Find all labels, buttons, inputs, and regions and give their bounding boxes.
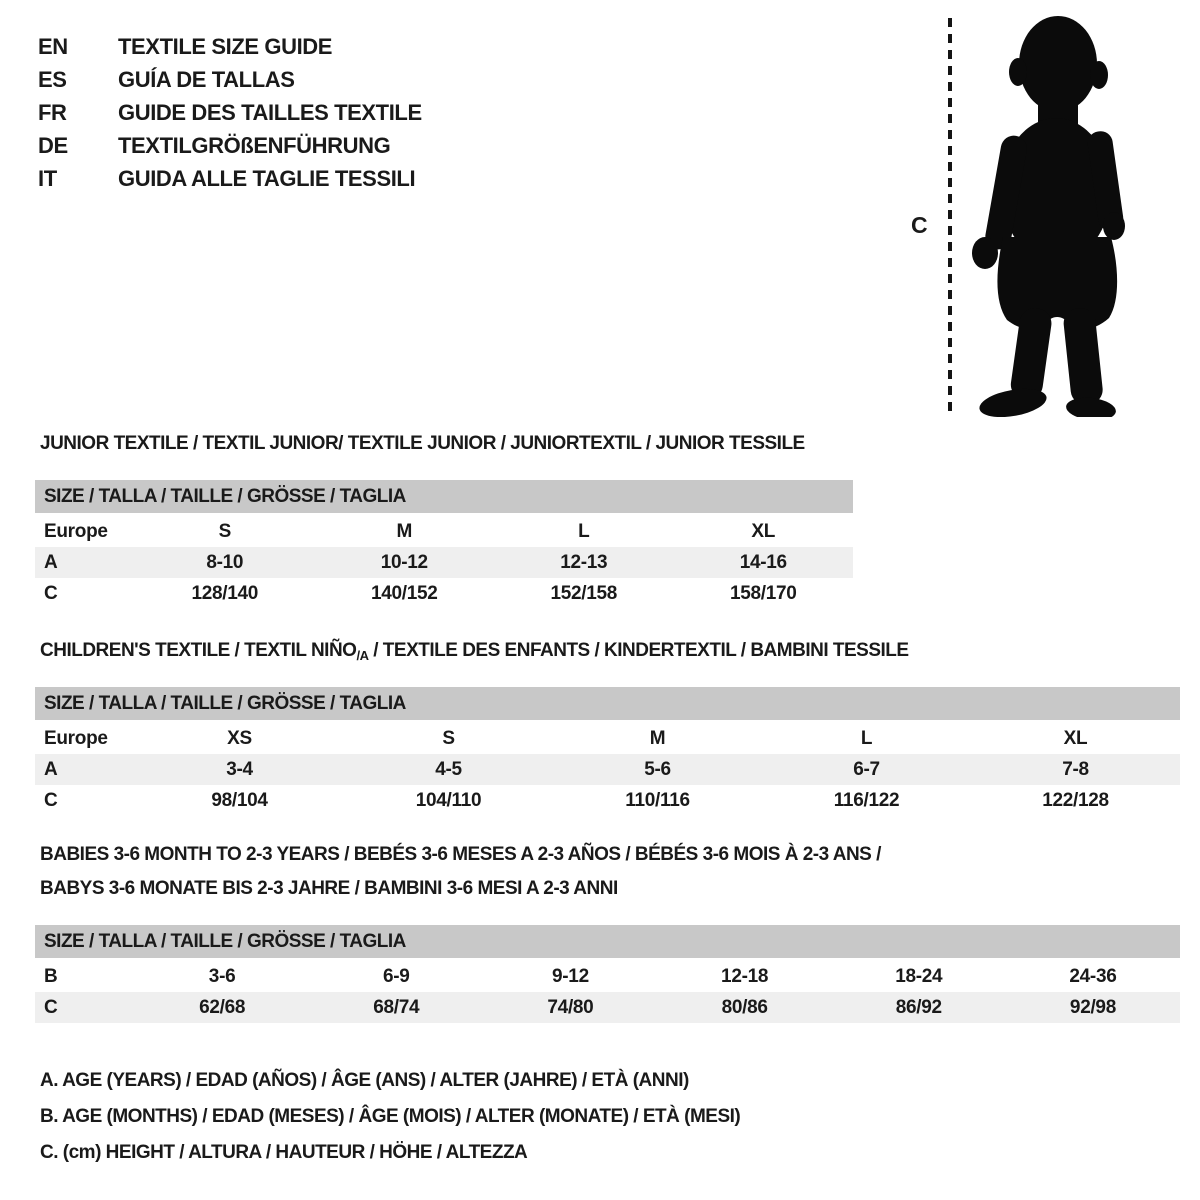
table-row-height xyxy=(35,992,1180,1023)
age-cell: 3-4 xyxy=(226,758,253,780)
babies-size-table xyxy=(35,925,1180,1023)
age-cell: 7-8 xyxy=(1062,758,1089,780)
junior-section-title: JUNIOR TEXTILE / TEXTIL JUNIOR/ TEXTILE JUNIOR / JUNIORTEXTIL / JUNIOR TESSILE xyxy=(40,433,805,454)
table-row-age xyxy=(35,547,853,578)
height-cell: 116/122 xyxy=(833,789,900,811)
row-label: Europe xyxy=(44,520,108,542)
height-cell: 122/128 xyxy=(1042,789,1109,811)
legend-line-b: B. AGE (MONTHS) / EDAD (MESES) / ÂGE (MOIS) / ALTER (MONATE) / ETÀ (MESI) xyxy=(40,1106,741,1127)
size-cell: S xyxy=(442,727,455,749)
months-cell: 18-24 xyxy=(895,965,943,987)
row-label: Europe xyxy=(44,727,108,749)
height-measure-label: C xyxy=(911,212,928,238)
children-title-sub: /A xyxy=(356,648,369,663)
height-cell: 74/80 xyxy=(547,996,594,1018)
row-label: C xyxy=(44,996,58,1018)
height-cell: 110/116 xyxy=(625,789,690,811)
table-row-europe xyxy=(35,516,853,547)
height-cell: 80/86 xyxy=(721,996,768,1018)
age-cell: 14-16 xyxy=(739,551,787,573)
table-row-europe xyxy=(35,723,1180,754)
table-row-height xyxy=(35,578,853,609)
height-cell: 86/92 xyxy=(895,996,942,1018)
age-cell: 10-12 xyxy=(380,551,428,573)
page-title-it: GUIDA ALLE TAGLIE TESSILI xyxy=(118,165,416,191)
height-cell: 92/98 xyxy=(1069,996,1116,1018)
language-code: ES xyxy=(38,66,67,92)
size-cell: XL xyxy=(1063,727,1088,749)
age-cell: 12-13 xyxy=(560,551,608,573)
height-cell: 62/68 xyxy=(199,996,246,1018)
size-cell: L xyxy=(578,520,590,542)
page-title-de: TEXTILGRÖßENFÜHRUNG xyxy=(118,132,391,158)
months-cell: 9-12 xyxy=(552,965,589,987)
size-cell: M xyxy=(649,727,666,749)
language-row xyxy=(38,129,422,162)
age-cell: 6-7 xyxy=(853,758,880,780)
page-title-es: GUÍA DE TALLAS xyxy=(118,66,295,92)
size-header-bar: SIZE / TALLA / TAILLE / GRÖSSE / TAGLIA xyxy=(35,480,853,513)
size-cell: M xyxy=(396,520,413,542)
language-row xyxy=(38,30,422,63)
language-title-list xyxy=(38,30,422,195)
babies-section-title-line1: BABIES 3-6 MONTH TO 2-3 YEARS / BEBÉS 3-6 MESES A 2-3 AÑOS / BÉBÉS 3-6 MOIS À 2-3 ANS / xyxy=(40,844,881,865)
children-section-title xyxy=(40,640,909,663)
age-cell: 4-5 xyxy=(435,758,462,780)
months-cell: 24-36 xyxy=(1069,965,1117,987)
junior-size-table xyxy=(35,480,853,609)
size-cell: L xyxy=(860,727,873,749)
babies-section-title-line2: BABYS 3-6 MONATE BIS 2-3 JAHRE / BAMBINI 3-6 MESI A 2-3 ANNI xyxy=(40,878,618,899)
legend-line-c: C. (cm) HEIGHT / ALTURA / HAUTEUR / HÖHE / ALTEZZA xyxy=(40,1142,528,1163)
table-row-months xyxy=(35,961,1180,992)
language-row xyxy=(38,162,422,195)
row-label: C xyxy=(44,789,58,811)
language-code: EN xyxy=(38,33,68,59)
row-label: B xyxy=(44,965,58,987)
language-row xyxy=(38,96,422,129)
height-measure-line xyxy=(946,18,954,416)
months-cell: 6-9 xyxy=(382,965,410,987)
table-row-age xyxy=(35,754,1180,785)
height-cell: 104/110 xyxy=(415,789,482,811)
age-cell: 5-6 xyxy=(644,758,671,780)
months-cell: 3-6 xyxy=(208,965,236,987)
size-cell: S xyxy=(218,520,231,542)
size-cell: XL xyxy=(751,520,776,542)
size-cell: XS xyxy=(227,727,252,749)
row-label: A xyxy=(44,758,58,780)
size-header-bar: SIZE / TALLA / TAILLE / GRÖSSE / TAGLIA xyxy=(35,925,1180,958)
baby-silhouette-icon xyxy=(963,15,1133,417)
height-cell: 98/104 xyxy=(211,789,268,811)
language-row xyxy=(38,63,422,96)
height-cell: 152/158 xyxy=(550,582,618,604)
row-label: C xyxy=(44,582,58,604)
page-title-fr: GUIDE DES TAILLES TEXTILE xyxy=(118,99,422,125)
language-code: DE xyxy=(38,132,68,158)
children-title-rest: / TEXTILE DES ENFANTS / KINDERTEXTIL / BAMBINI TESSILE xyxy=(368,640,909,661)
size-header-bar: SIZE / TALLA / TAILLE / GRÖSSE / TAGLIA xyxy=(35,687,1180,720)
table-row-height xyxy=(35,785,1180,816)
legend-line-a: A. AGE (YEARS) / EDAD (AÑOS) / ÂGE (ANS) / ALTER (JAHRE) / ETÀ (ANNI) xyxy=(40,1070,689,1091)
language-code: FR xyxy=(38,99,67,125)
height-cell: 68/74 xyxy=(373,996,420,1018)
legend-block xyxy=(40,1070,740,1178)
months-cell: 12-18 xyxy=(721,965,769,987)
height-cell: 128/140 xyxy=(191,582,259,604)
age-cell: 8-10 xyxy=(206,551,244,573)
row-label: A xyxy=(44,551,58,573)
height-cell: 158/170 xyxy=(729,582,797,604)
page-title: TEXTILE SIZE GUIDE xyxy=(118,33,333,59)
children-title-main: CHILDREN'S TEXTILE / TEXTIL NIÑO xyxy=(40,640,357,661)
height-cell: 140/152 xyxy=(370,582,438,604)
children-size-table xyxy=(35,687,1180,816)
language-code: IT xyxy=(38,165,57,191)
